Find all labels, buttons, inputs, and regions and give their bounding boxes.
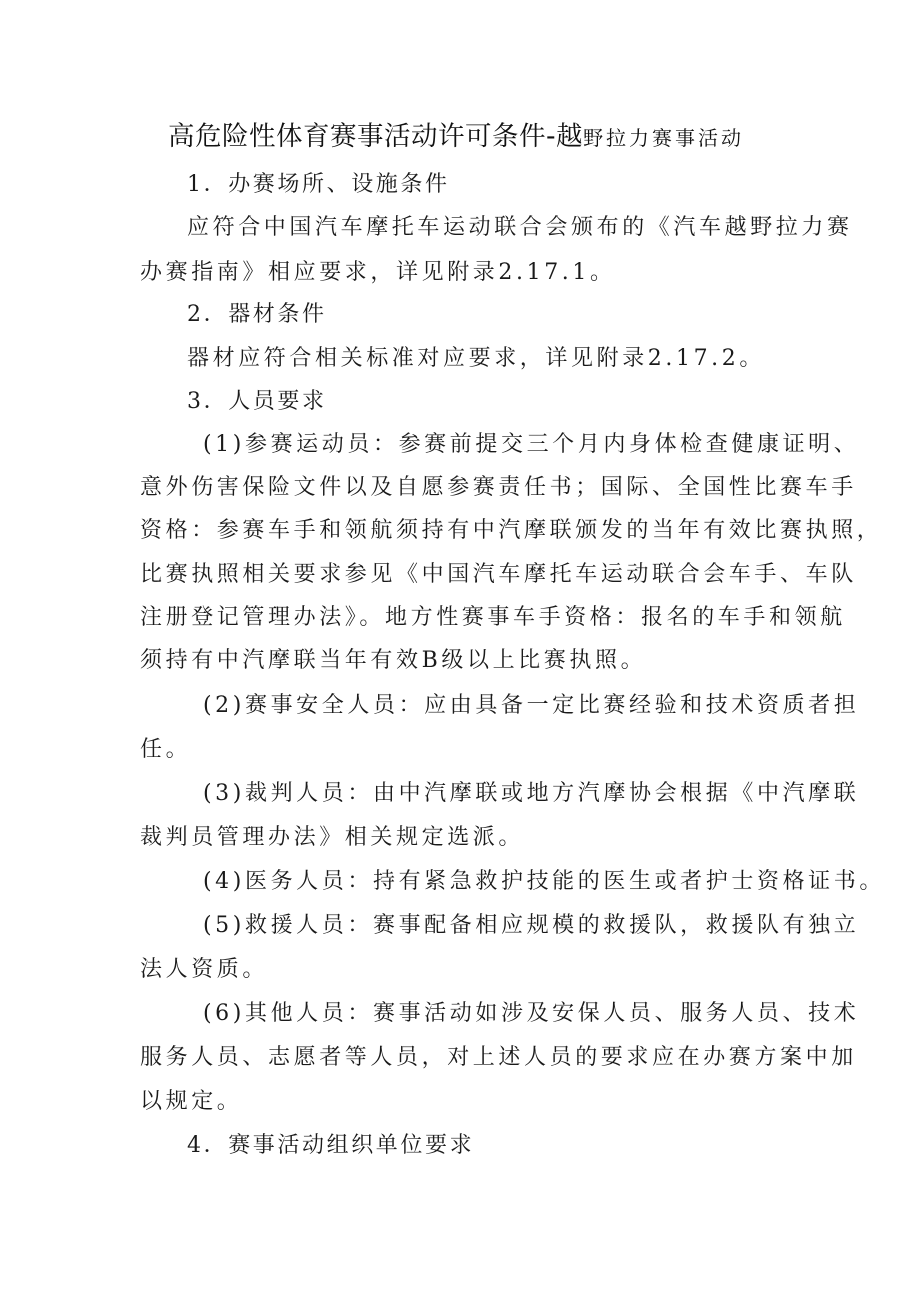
safety-staff-requirement: (2)赛事安全人员：应由具备一定比赛经验和技术资质者担 bbox=[203, 693, 860, 718]
section-2-heading: 2．器材条件 bbox=[187, 302, 327, 327]
athlete-requirement: 比赛执照相关要求参见《中国汽车摩托车运动联合会车手、车队 bbox=[140, 562, 857, 587]
title-tail: 野拉力赛事活动 bbox=[583, 126, 745, 150]
section-1-text: 办赛指南》相应要求，详见附录2.17.1。 bbox=[140, 260, 616, 285]
rescue-staff-requirement: (5)救援人员：赛事配备相应规模的救援队，救援队有独立 bbox=[203, 913, 860, 938]
other-staff-requirement: 服务人员、志愿者等人员，对上述人员的要求应在办赛方案中加 bbox=[140, 1045, 857, 1070]
section-1-text: 应符合中国汽车摩托车运动联合会颁布的《汽车越野拉力赛 bbox=[187, 215, 853, 240]
safety-staff-requirement: 任。 bbox=[140, 737, 192, 762]
athlete-requirement: 资格：参赛车手和领航须持有中汽摩联颁发的当年有效比赛执照， bbox=[140, 518, 883, 543]
athlete-requirement: 须持有中汽摩联当年有效B级以上比赛执照。 bbox=[140, 648, 647, 673]
rescue-staff-requirement: 法人资质。 bbox=[140, 957, 269, 982]
section-4-heading: 4．赛事活动组织单位要求 bbox=[187, 1133, 475, 1158]
other-staff-requirement: 以规定。 bbox=[140, 1089, 243, 1114]
section-1-heading: 1．办赛场所、设施条件 bbox=[187, 172, 450, 197]
document-title bbox=[168, 119, 744, 156]
other-staff-requirement: (6)其他人员：赛事活动如涉及安保人员、服务人员、技术 bbox=[203, 1001, 860, 1026]
section-2-text: 器材应符合相关标准对应要求，详见附录2.17.2。 bbox=[187, 346, 765, 371]
athlete-requirement: 注册登记管理办法》。地方性赛事车手资格：报名的车手和领航 bbox=[140, 605, 846, 630]
section-3-heading: 3．人员要求 bbox=[187, 389, 327, 414]
referee-requirement: (3)裁判人员：由中汽摩联或地方汽摩协会根据《中汽摩联 bbox=[203, 781, 860, 806]
referee-requirement: 裁判员管理办法》相关规定选派。 bbox=[140, 825, 525, 850]
athlete-requirement: (1)参赛运动员：参赛前提交三个月内身体检查健康证明、 bbox=[203, 432, 860, 457]
athlete-requirement: 意外伤害保险文件以及自愿参赛责任书；国际、全国性比赛车手 bbox=[140, 475, 857, 500]
title-main: 高危险性体育赛事活动许可条件-越 bbox=[168, 121, 584, 152]
medical-staff-requirement: (4)医务人员：持有紧急救护技能的医生或者护士资格证书。 bbox=[203, 869, 885, 894]
